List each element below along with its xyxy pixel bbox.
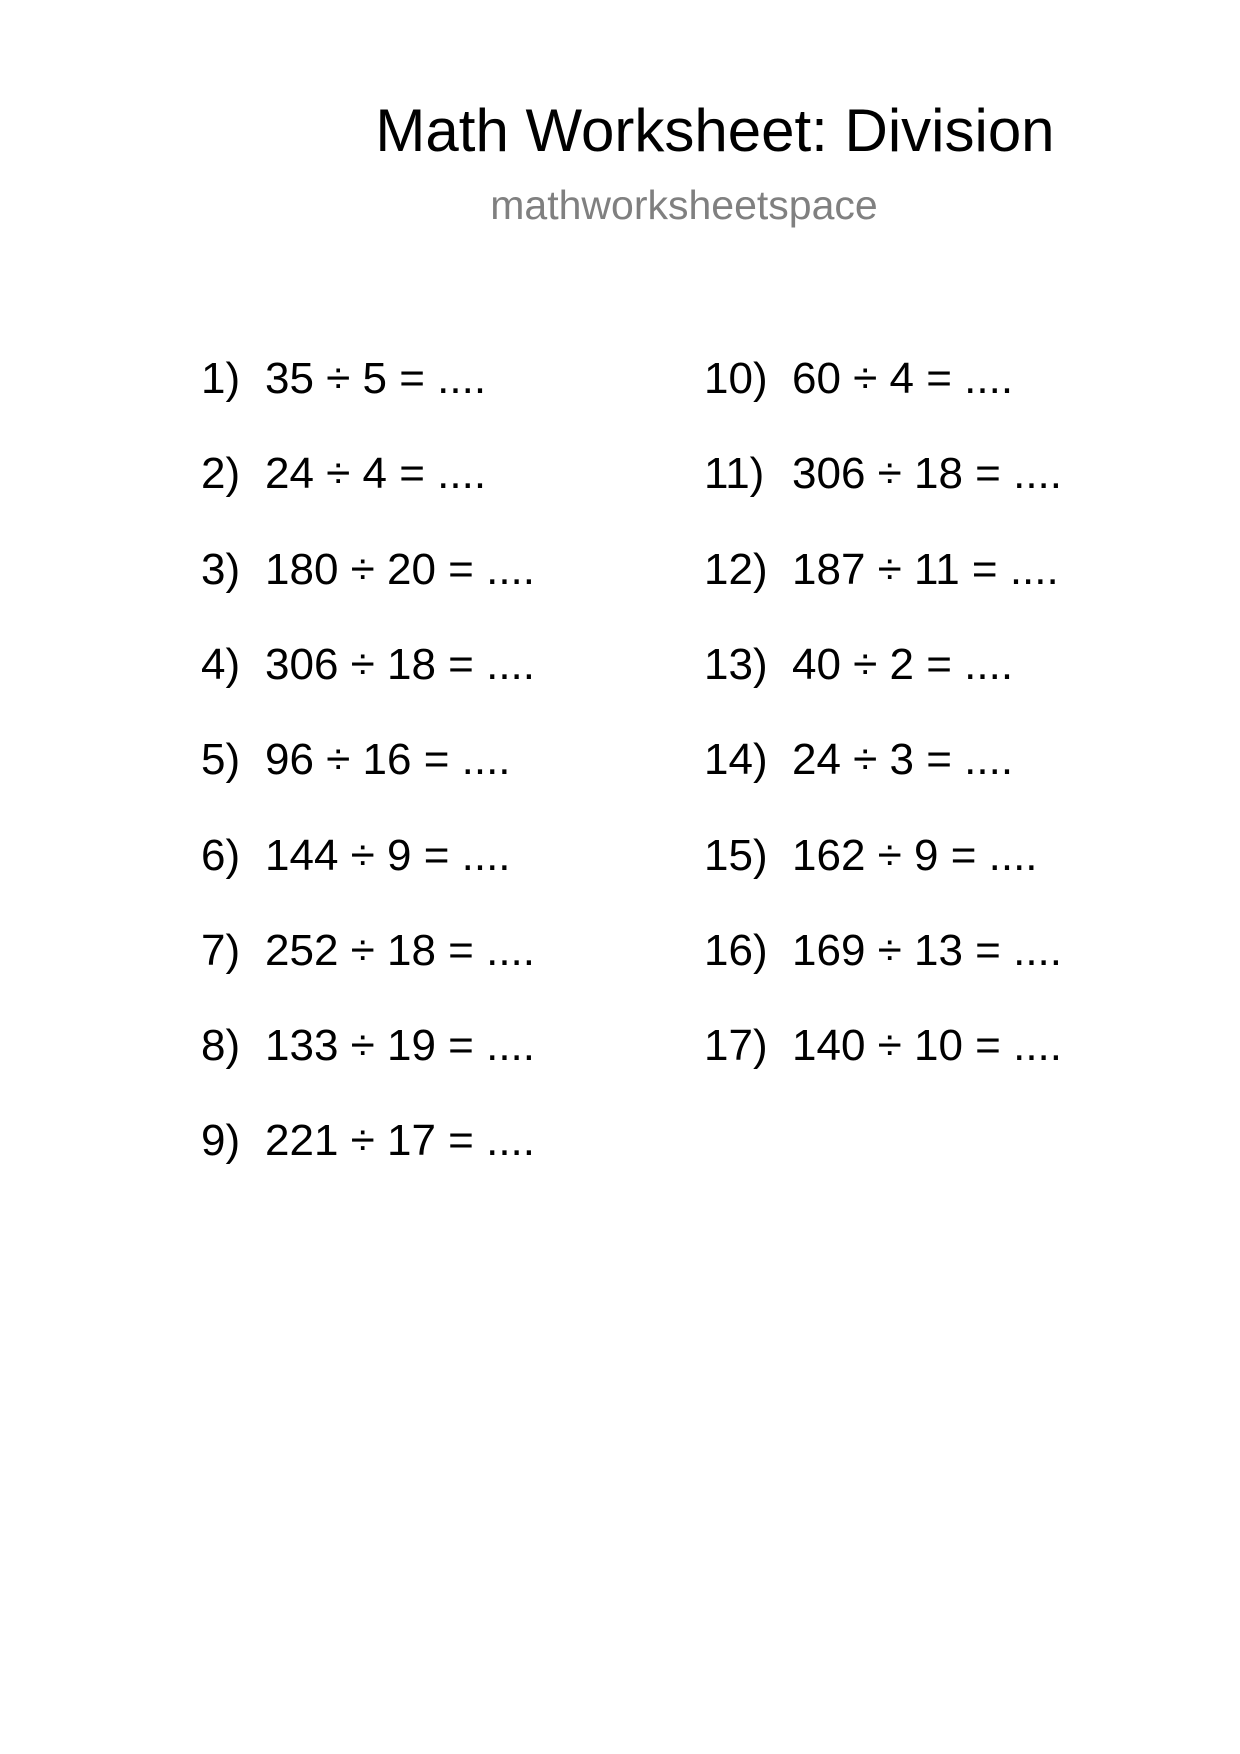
worksheet-title: Math Worksheet: Division — [375, 97, 1055, 164]
problem-number: 14) — [704, 735, 768, 785]
problem-number: 4) — [201, 639, 241, 689]
problem-number: 11) — [704, 449, 765, 499]
problem-number: 3) — [201, 544, 241, 594]
problem-number: 15) — [704, 830, 768, 880]
problem-number: 12) — [704, 544, 768, 594]
problem-expression: 144 ÷ 9 = .... — [265, 830, 511, 880]
problem-expression: 40 ÷ 2 = .... — [792, 639, 1014, 689]
problem-expression: 133 ÷ 19 = .... — [265, 1021, 535, 1071]
problem-expression: 24 ÷ 3 = .... — [792, 735, 1014, 785]
problem-number: 5) — [201, 735, 241, 785]
problem-expression: 180 ÷ 20 = .... — [265, 544, 535, 594]
problem-number: 16) — [704, 925, 768, 975]
problem-number: 1) — [201, 354, 241, 403]
problem-expression: 169 ÷ 13 = .... — [792, 925, 1062, 975]
problem-expression: 306 ÷ 18 = .... — [792, 449, 1062, 499]
problem-number: 17) — [704, 1021, 768, 1071]
problem-number: 10) — [704, 354, 768, 403]
problem-number: 13) — [704, 639, 768, 689]
problem-expression: 60 ÷ 4 = .... — [792, 354, 1014, 403]
problem-number: 2) — [201, 449, 241, 499]
problem-number: 7) — [201, 925, 241, 975]
problem-expression: 162 ÷ 9 = .... — [792, 830, 1038, 880]
problem-expression: 96 ÷ 16 = .... — [265, 735, 511, 785]
problem-expression: 35 ÷ 5 = .... — [265, 354, 487, 403]
problem-expression: 24 ÷ 4 = .... — [265, 449, 487, 499]
problem-expression: 187 ÷ 11 = .... — [792, 544, 1059, 594]
problem-expression: 140 ÷ 10 = .... — [792, 1021, 1062, 1071]
problem-expression: 221 ÷ 17 = .... — [265, 1116, 535, 1166]
problem-number: 6) — [201, 830, 241, 880]
problem-number: 9) — [201, 1116, 241, 1166]
problem-number: 8) — [201, 1021, 241, 1071]
problem-expression: 306 ÷ 18 = .... — [265, 639, 535, 689]
problem-expression: 252 ÷ 18 = .... — [265, 925, 535, 975]
worksheet-subtitle: mathworksheetspace — [490, 182, 878, 228]
